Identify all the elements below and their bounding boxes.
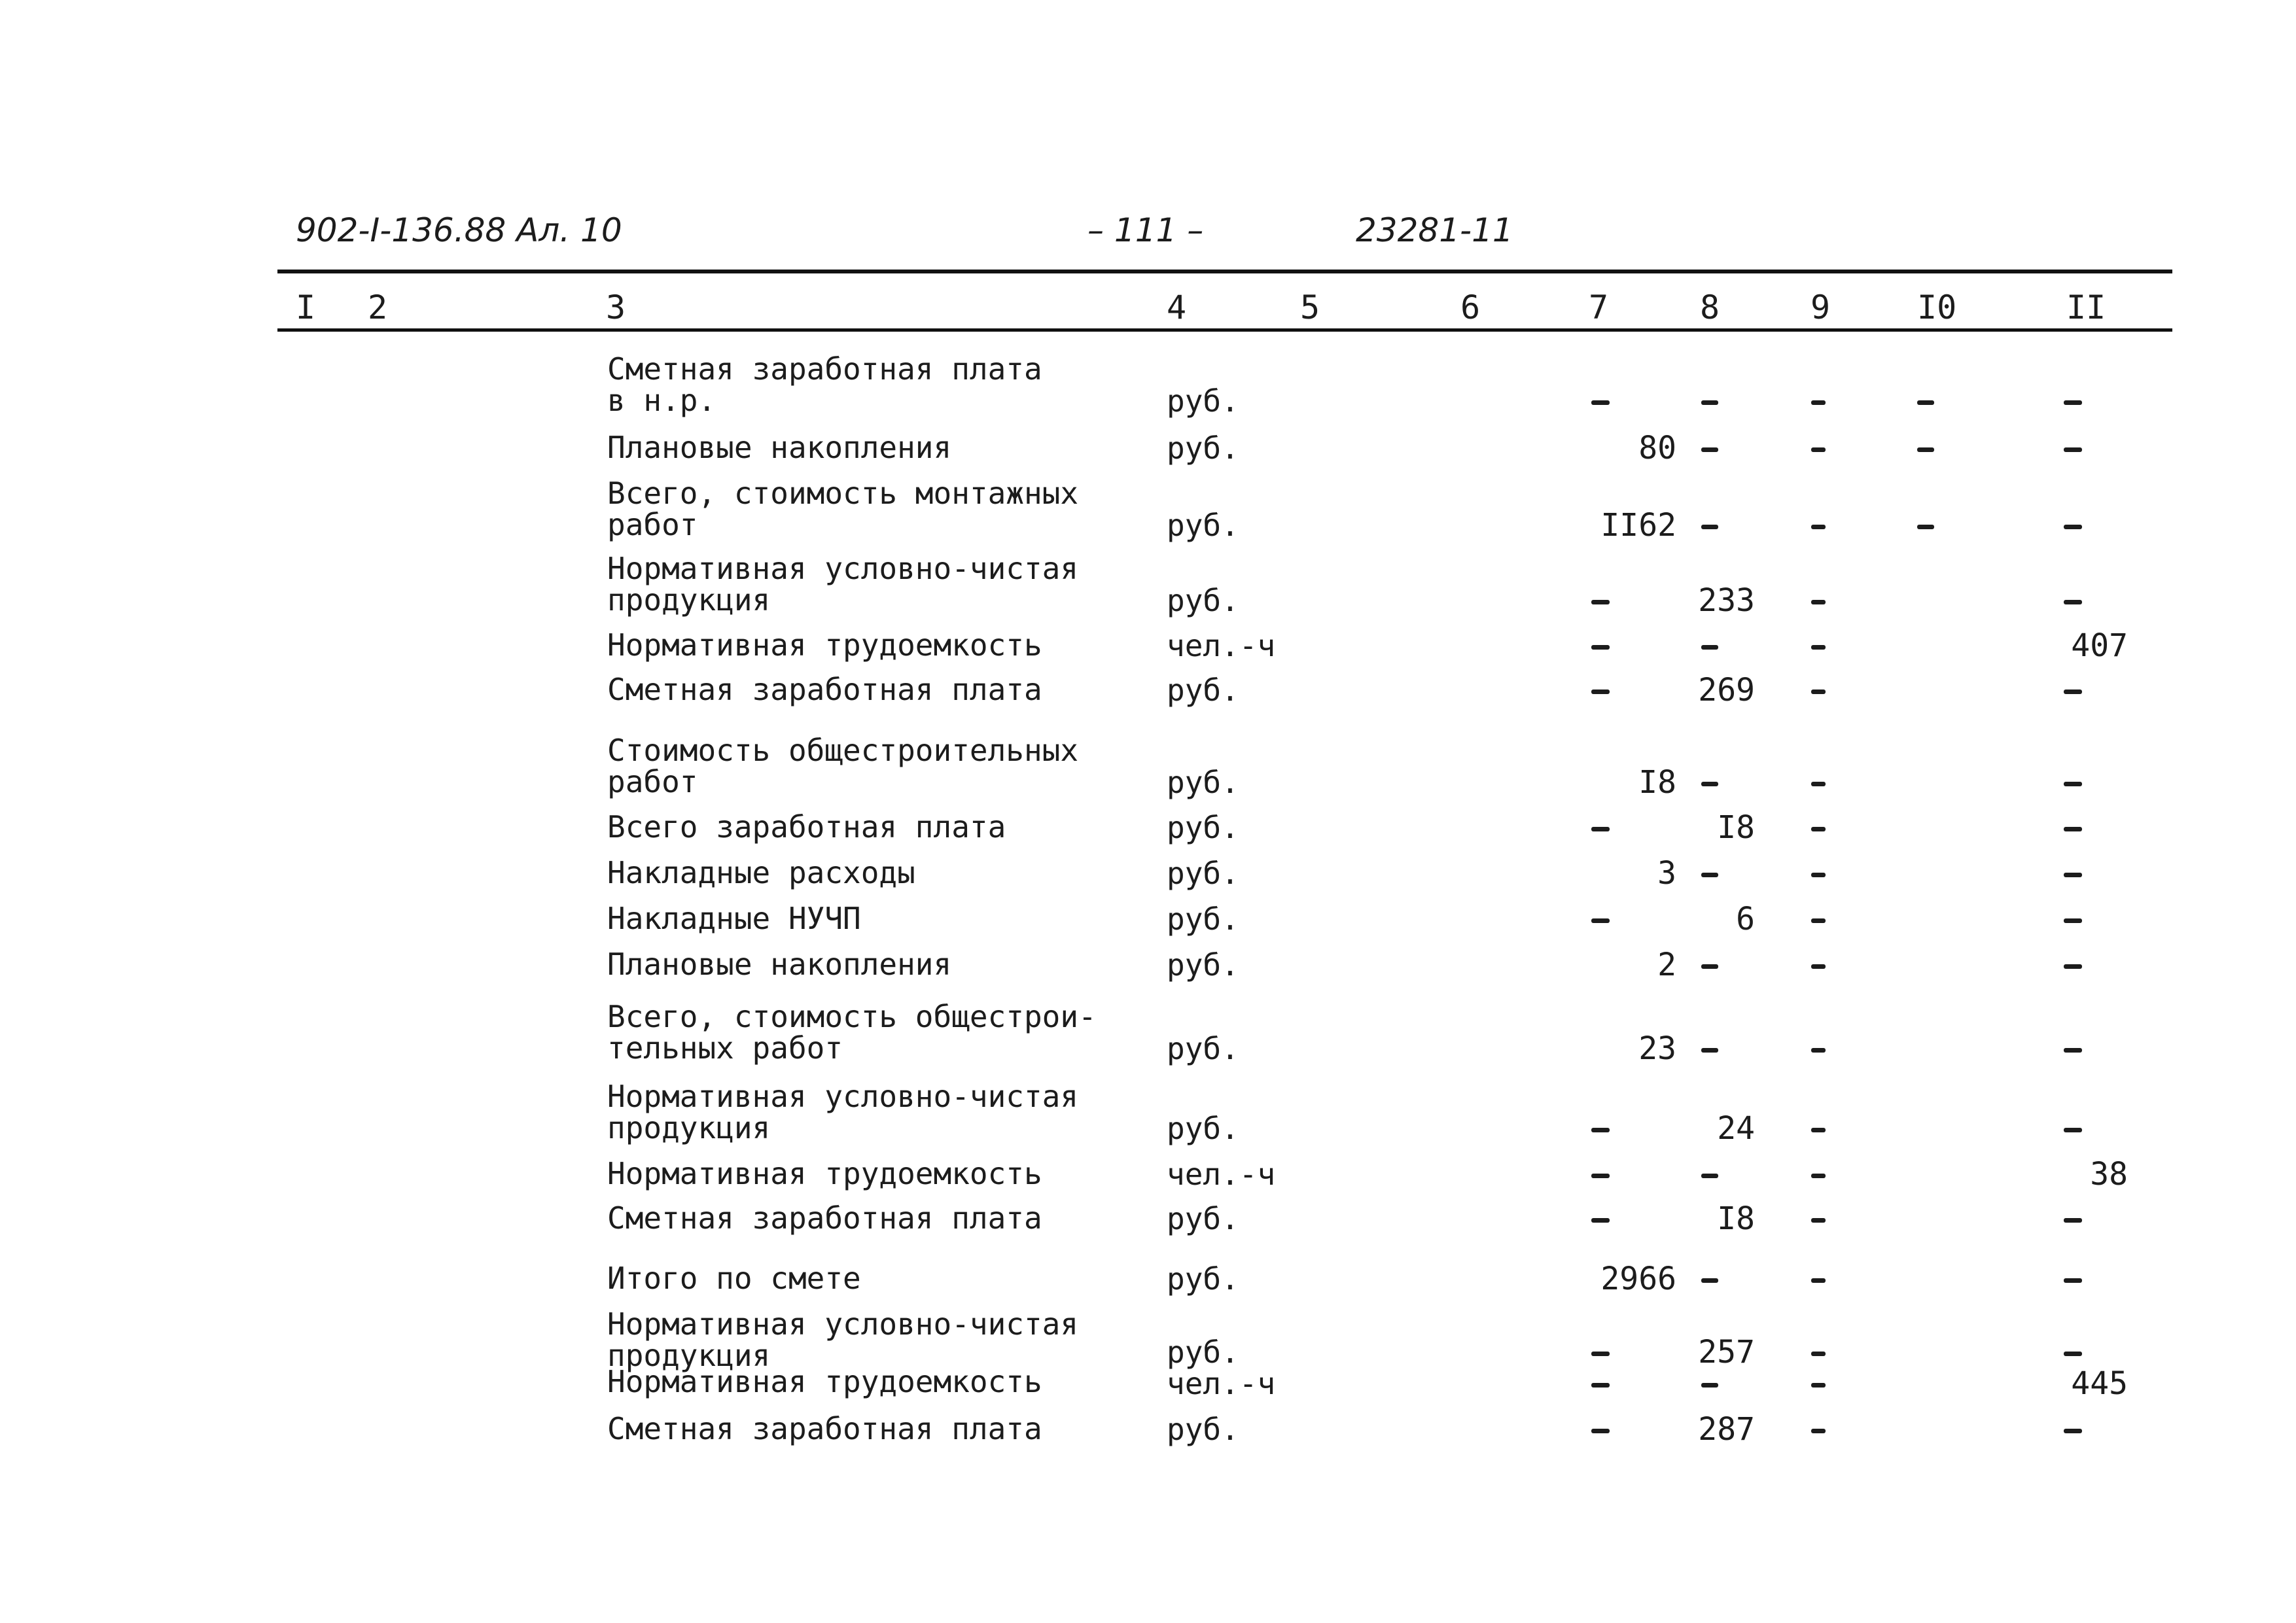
row-label: Итого по смете xyxy=(607,1261,861,1296)
empty-cell-dash xyxy=(1701,873,1718,877)
empty-cell-dash xyxy=(2064,400,2082,405)
column-number: 7 xyxy=(1589,288,1609,326)
cell-value-c8: 287 xyxy=(1698,1411,1755,1448)
empty-cell-dash xyxy=(1811,1048,1826,1053)
empty-cell-dash xyxy=(1591,1429,1610,1433)
empty-cell-dash xyxy=(1811,782,1826,786)
row-label: Нормативная условно-чистая продукция xyxy=(607,551,1079,618)
column-number: II xyxy=(2066,288,2106,326)
empty-cell-dash xyxy=(1917,525,1934,529)
empty-cell-dash xyxy=(2064,525,2082,529)
empty-cell-dash xyxy=(1701,525,1718,529)
empty-cell-dash xyxy=(2064,1218,2082,1223)
row-label: Нормативная трудоемкость xyxy=(607,627,1042,663)
row-label: Плановые накопления xyxy=(607,430,952,465)
column-number: 6 xyxy=(1460,288,1481,326)
row-unit: руб. xyxy=(1167,1335,1239,1370)
empty-cell-dash xyxy=(1811,918,1826,923)
row-unit: руб. xyxy=(1167,508,1239,543)
row-label: Накладные НУЧП xyxy=(607,901,861,936)
row-label: Всего заработная плата xyxy=(607,809,1006,845)
empty-cell-dash xyxy=(1811,645,1826,650)
empty-cell-dash xyxy=(1811,1383,1826,1387)
cell-value-c7: 3 xyxy=(1657,855,1676,892)
empty-cell-dash xyxy=(1811,827,1826,831)
empty-cell-dash xyxy=(1701,1174,1718,1178)
column-number: 5 xyxy=(1300,288,1320,326)
empty-cell-dash xyxy=(1811,600,1826,604)
row-label: Сметная заработная плата в н.р. xyxy=(607,351,1042,418)
empty-cell-dash xyxy=(1591,827,1610,831)
cell-value-c8: 6 xyxy=(1736,901,1755,937)
empty-cell-dash xyxy=(1917,447,1934,452)
empty-cell-dash xyxy=(2064,1128,2082,1132)
empty-cell-dash xyxy=(2064,1429,2082,1433)
page-number: – 111 – xyxy=(1087,211,1204,249)
row-unit: руб. xyxy=(1167,1111,1239,1146)
empty-cell-dash xyxy=(1701,1048,1718,1053)
empty-cell-dash xyxy=(1917,400,1934,405)
row-unit: руб. xyxy=(1167,383,1239,419)
cell-value-c7: II62 xyxy=(1600,507,1676,544)
table-header-rule xyxy=(277,328,2172,332)
empty-cell-dash xyxy=(1591,600,1610,604)
column-number: 8 xyxy=(1700,288,1720,326)
row-unit: руб. xyxy=(1167,1031,1239,1066)
cell-value-c11: 38 xyxy=(2090,1156,2128,1193)
cell-value-c7: 23 xyxy=(1638,1030,1676,1067)
empty-cell-dash xyxy=(1701,964,1718,969)
row-unit: руб. xyxy=(1167,1412,1239,1447)
table-top-rule xyxy=(277,270,2172,273)
row-unit: чел.-ч xyxy=(1167,1366,1276,1401)
cell-value-c7: 80 xyxy=(1638,430,1676,466)
column-number: 4 xyxy=(1167,288,1187,326)
row-label: Нормативная трудоемкость xyxy=(607,1364,1042,1399)
empty-cell-dash xyxy=(2064,447,2082,452)
empty-cell-dash xyxy=(1701,782,1718,786)
empty-cell-dash xyxy=(1701,400,1718,405)
row-unit: чел.-ч xyxy=(1167,628,1276,663)
row-unit: руб. xyxy=(1167,810,1239,845)
row-label: Нормативная трудоемкость xyxy=(607,1156,1042,1191)
empty-cell-dash xyxy=(1591,918,1610,923)
empty-cell-dash xyxy=(2064,964,2082,969)
row-label: Всего, стоимость общестрои- тельных работ xyxy=(607,999,1097,1066)
empty-cell-dash xyxy=(2064,689,2082,694)
empty-cell-dash xyxy=(2064,827,2082,831)
cell-value-c11: 407 xyxy=(2071,627,2128,664)
empty-cell-dash xyxy=(1591,1174,1610,1178)
column-number: 3 xyxy=(606,288,626,326)
cell-value-c7: 2 xyxy=(1657,947,1676,983)
row-label: Нормативная условно-чистая продукция xyxy=(607,1306,1079,1373)
empty-cell-dash xyxy=(1811,525,1826,529)
cell-value-c8: I8 xyxy=(1717,1200,1755,1237)
cell-value-c11: 445 xyxy=(2071,1365,2128,1402)
column-number: 9 xyxy=(1810,288,1831,326)
row-unit: руб. xyxy=(1167,856,1239,891)
cell-value-c8: 269 xyxy=(1698,672,1755,708)
empty-cell-dash xyxy=(1811,1352,1826,1356)
empty-cell-dash xyxy=(1811,1218,1826,1223)
row-unit: руб. xyxy=(1167,765,1239,800)
row-unit: руб. xyxy=(1167,947,1239,983)
empty-cell-dash xyxy=(2064,873,2082,877)
empty-cell-dash xyxy=(2064,782,2082,786)
empty-cell-dash xyxy=(1701,1383,1718,1387)
empty-cell-dash xyxy=(2064,1352,2082,1356)
document-number: 23281-11 xyxy=(1356,211,1513,249)
row-label: Сметная заработная плата xyxy=(607,1200,1042,1236)
row-unit: руб. xyxy=(1167,1261,1239,1297)
empty-cell-dash xyxy=(2064,1048,2082,1053)
cell-value-c7: 2966 xyxy=(1600,1261,1676,1297)
empty-cell-dash xyxy=(1591,400,1610,405)
empty-cell-dash xyxy=(1811,1429,1826,1433)
cell-value-c8: 233 xyxy=(1698,582,1755,619)
row-label: Накладные расходы xyxy=(607,855,915,890)
empty-cell-dash xyxy=(2064,600,2082,604)
cell-value-c8: 257 xyxy=(1698,1334,1755,1370)
row-label: Плановые накопления xyxy=(607,947,952,982)
empty-cell-dash xyxy=(1811,1278,1826,1283)
row-label: Всего, стоимость монтажных работ xyxy=(607,476,1079,542)
row-unit: чел.-ч xyxy=(1167,1157,1276,1192)
cell-value-c8: 24 xyxy=(1717,1110,1755,1147)
row-label: Сметная заработная плата xyxy=(607,672,1042,707)
row-unit: руб. xyxy=(1167,430,1239,466)
empty-cell-dash xyxy=(1591,645,1610,650)
empty-cell-dash xyxy=(1591,1352,1610,1356)
cell-value-c7: I8 xyxy=(1638,764,1676,801)
column-number: I xyxy=(296,288,316,326)
empty-cell-dash xyxy=(1811,400,1826,405)
row-unit: руб. xyxy=(1167,583,1239,618)
cell-value-c8: I8 xyxy=(1717,809,1755,846)
empty-cell-dash xyxy=(1811,447,1826,452)
column-number: I0 xyxy=(1917,288,1957,326)
empty-cell-dash xyxy=(1591,1128,1610,1132)
empty-cell-dash xyxy=(1811,1128,1826,1132)
empty-cell-dash xyxy=(1811,689,1826,694)
empty-cell-dash xyxy=(2064,1278,2082,1283)
empty-cell-dash xyxy=(1591,1383,1610,1387)
empty-cell-dash xyxy=(1811,873,1826,877)
empty-cell-dash xyxy=(1811,964,1826,969)
empty-cell-dash xyxy=(1701,645,1718,650)
row-label: Нормативная условно-чистая продукция xyxy=(607,1079,1079,1145)
document-code: 902-I-136.88 Ал. 10 xyxy=(296,211,622,249)
empty-cell-dash xyxy=(1701,447,1718,452)
column-number: 2 xyxy=(368,288,388,326)
row-unit: руб. xyxy=(1167,672,1239,708)
empty-cell-dash xyxy=(1701,1278,1718,1283)
row-unit: руб. xyxy=(1167,901,1239,937)
row-label: Сметная заработная плата xyxy=(607,1411,1042,1446)
empty-cell-dash xyxy=(1591,1218,1610,1223)
row-unit: руб. xyxy=(1167,1201,1239,1236)
empty-cell-dash xyxy=(2064,918,2082,923)
row-label: Стоимость общестроительных работ xyxy=(607,733,1079,799)
empty-cell-dash xyxy=(1591,689,1610,694)
empty-cell-dash xyxy=(1811,1174,1826,1178)
